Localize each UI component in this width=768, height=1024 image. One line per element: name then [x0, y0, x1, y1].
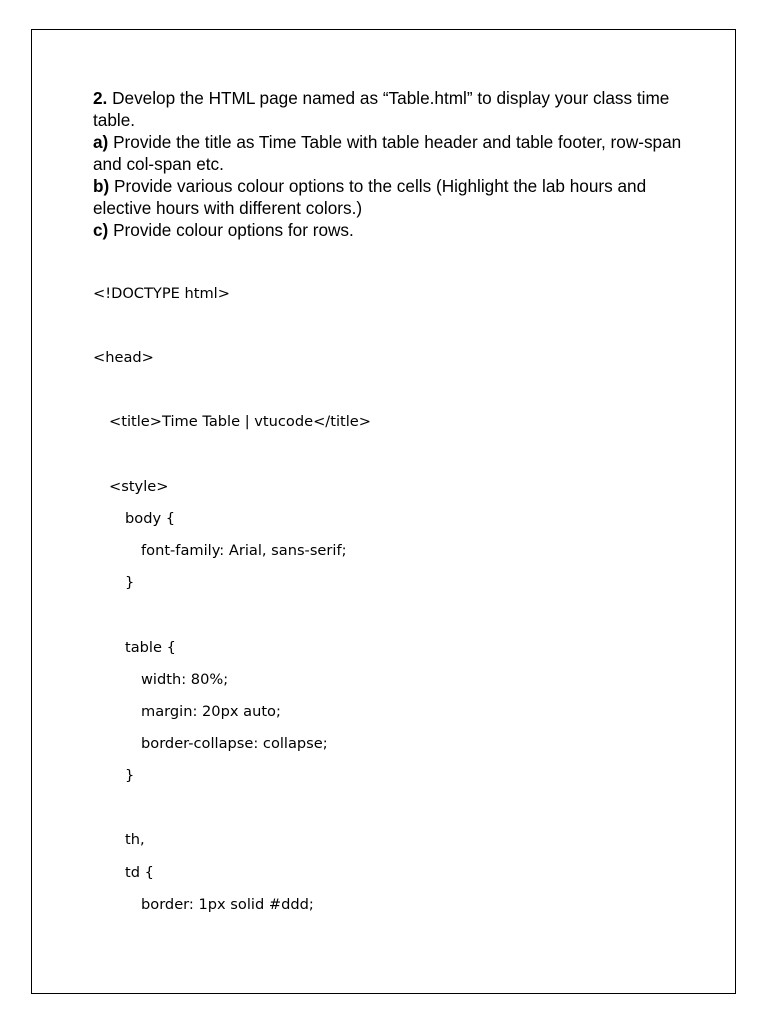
- question-part-a: [93, 131, 693, 175]
- code-body-selector: body {: [125, 510, 176, 527]
- code-doctype: <!DOCTYPE html>: [93, 285, 230, 302]
- part-c-label: c): [93, 220, 109, 240]
- question-text: [93, 87, 693, 241]
- code-th-selector: th,: [125, 831, 145, 848]
- part-a-text: Provide the title as Time Table with table header and table footer, row-span and col-span etc.: [93, 132, 682, 174]
- question-part-c: [93, 219, 693, 241]
- code-border: border: 1px solid #ddd;: [141, 896, 314, 913]
- question-intro: [93, 87, 693, 131]
- code-table-selector: table {: [125, 639, 176, 656]
- question-number: 2.: [93, 88, 108, 108]
- part-b-text: Provide various colour options to the cells (Highlight the lab hours and elective hours with different colors.): [93, 176, 647, 218]
- code-title-tag: <title>Time Table | vtucode</title>: [109, 413, 371, 430]
- code-margin: margin: 20px auto;: [141, 703, 281, 720]
- code-font-family: font-family: Arial, sans-serif;: [141, 542, 347, 559]
- code-width: width: 80%;: [141, 671, 229, 688]
- code-border-collapse: border-collapse: collapse;: [141, 735, 328, 752]
- part-b-label: b): [93, 176, 110, 196]
- code-close-brace-2: }: [125, 767, 135, 784]
- part-a-label: a): [93, 132, 109, 152]
- question-part-b: [93, 175, 693, 219]
- code-head-open: <head>: [93, 349, 154, 366]
- part-c-text: Provide colour options for rows.: [108, 220, 354, 240]
- code-td-selector: td {: [125, 864, 154, 881]
- code-close-brace-1: }: [125, 574, 135, 591]
- question-intro-text: Develop the HTML page named as “Table.html” to display your class time table.: [93, 88, 670, 130]
- code-style-open: <style>: [109, 478, 169, 495]
